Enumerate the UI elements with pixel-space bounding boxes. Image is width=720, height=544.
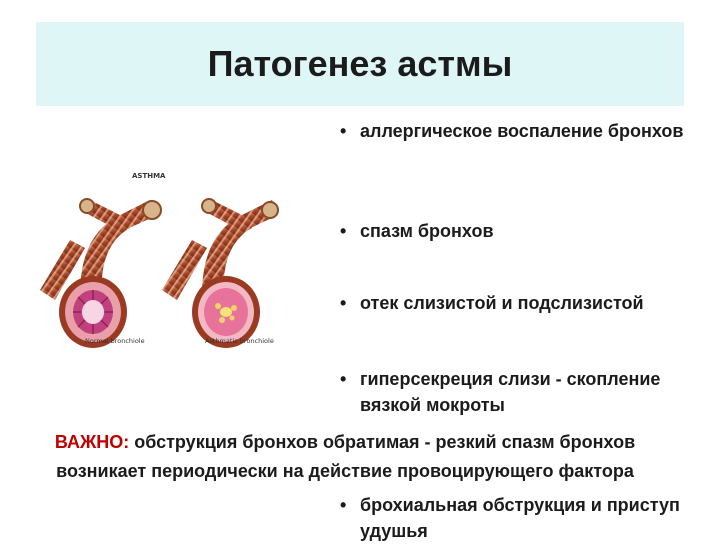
asthma-illustration — [30, 160, 280, 360]
bullet-item — [336, 218, 716, 244]
bullet-icon: • — [340, 369, 347, 389]
bullet-icon: • — [340, 121, 347, 141]
normal-bronchiole — [40, 199, 161, 348]
bullet-item — [336, 492, 716, 544]
important-note — [40, 428, 650, 486]
figure-title: ASTHMA — [132, 172, 166, 180]
important-label: ВАЖНО: — [54, 432, 130, 452]
bullet-text: брохиальная обструкция и приступ удушья — [360, 495, 680, 541]
bullet-text: аллергическое воспаление бронхов — [360, 121, 684, 141]
bullet-item — [336, 366, 716, 418]
bullet-icon: • — [340, 293, 347, 313]
bullet-icon: • — [340, 495, 347, 515]
bullet-text: гиперсекреция слизи - скопление вязкой мокроты — [360, 369, 661, 415]
asthmatic-bronchiole — [162, 199, 278, 348]
bullet-item — [336, 290, 716, 316]
caption-asthmatic: Asthmatic bronchiole — [205, 337, 274, 345]
bronchi-image — [30, 160, 280, 360]
bullet-item — [336, 118, 716, 144]
bullet-text: отек слизистой и подслизистой — [360, 293, 644, 313]
bullet-text: спазм бронхов — [360, 221, 494, 241]
bullet-icon: • — [340, 221, 347, 241]
important-text: обструкция бронхов обратимая - резкий спазм бронхов возникает периодически на действие провоцирующего фактора — [56, 432, 636, 481]
slide-title: Патогенез астмы — [207, 43, 513, 84]
title-band — [36, 22, 684, 106]
caption-normal: Normal bronchiole — [85, 337, 145, 345]
